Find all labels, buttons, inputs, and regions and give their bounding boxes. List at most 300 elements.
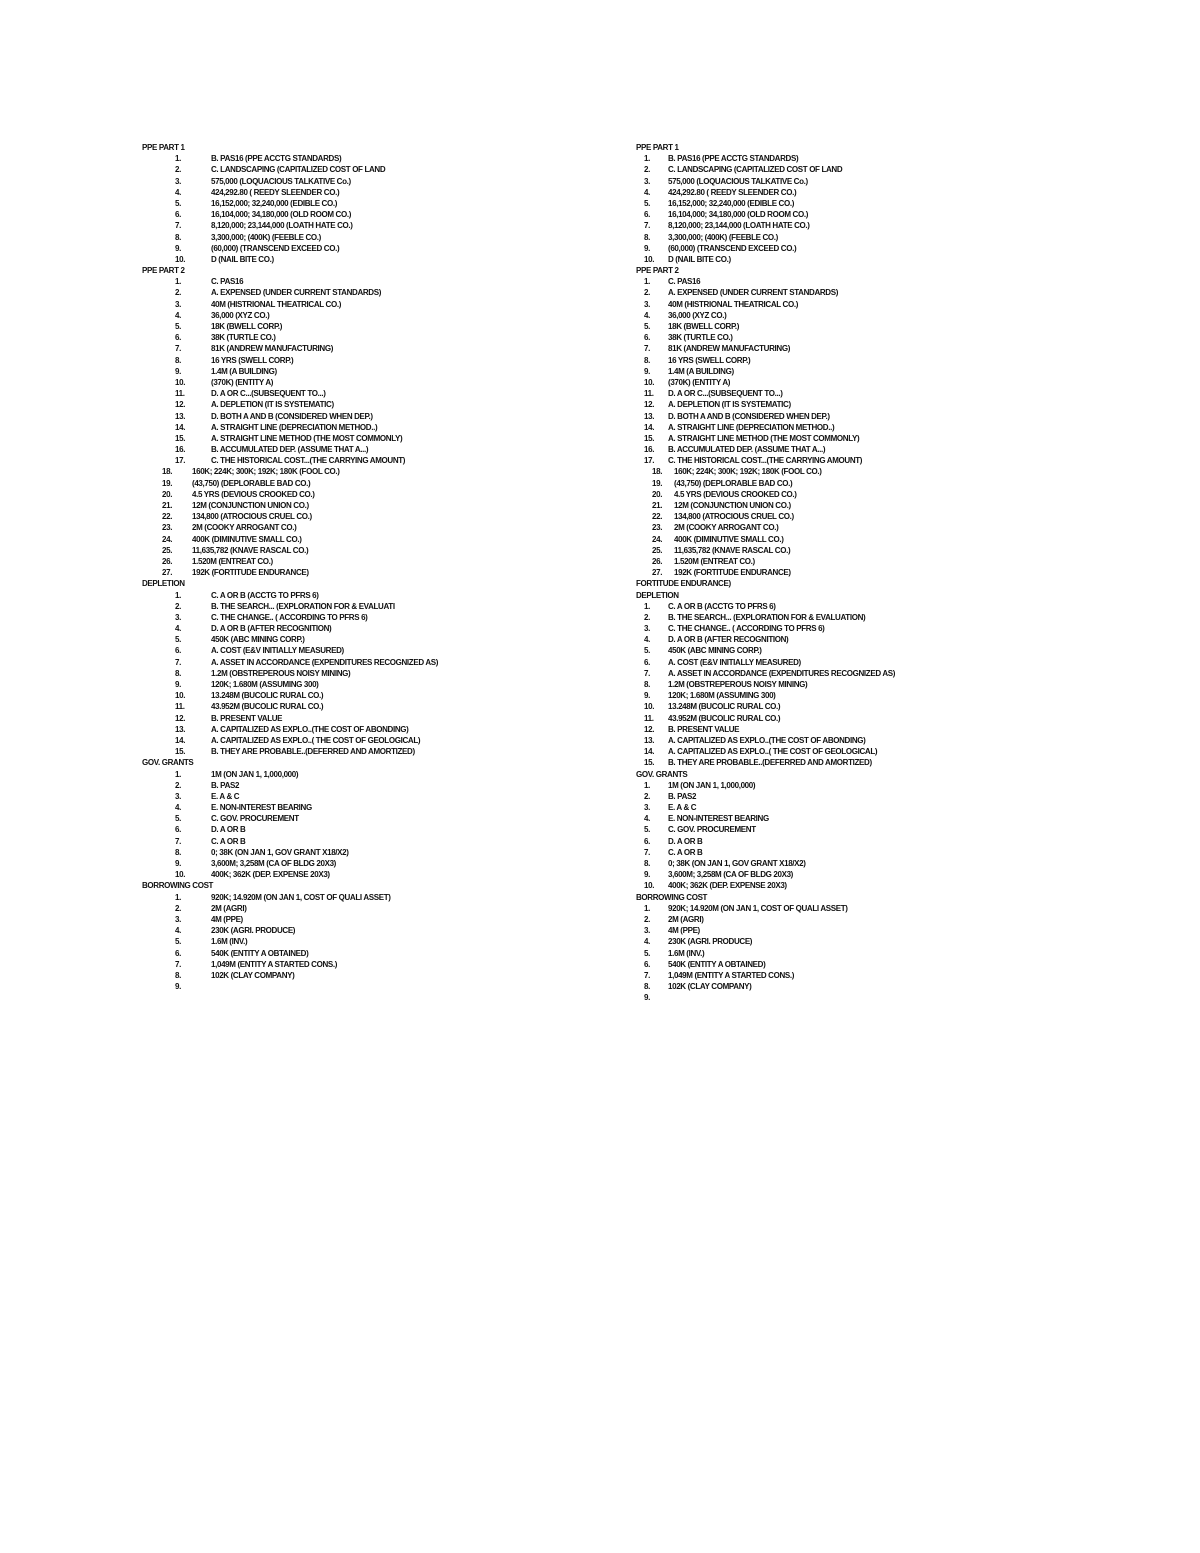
item-number: 10. (644, 377, 655, 387)
item-number: 16. (175, 445, 186, 455)
item-answer-text: 192K (FORTITUDE ENDURANCE) (674, 568, 791, 578)
answer-item-ppe-part-2-24 (636, 534, 1076, 545)
item-answer-text: 1M (ON JAN 1, 1,000,000) (668, 780, 756, 790)
item-number: 5. (175, 937, 181, 947)
item-answer-text: 1.520M (ENTREAT CO.) (674, 556, 755, 566)
answer-item-ppe-part-1-10 (636, 254, 1076, 265)
item-answer-text: C. A OR B (ACCTG TO PFRS 6) (211, 590, 319, 600)
answer-item-ppe-part-2-18 (142, 466, 582, 477)
answer-item-ppe-part-2-4 (636, 310, 1076, 321)
item-number: 1. (175, 154, 181, 164)
answer-item-ppe-part-2-7 (142, 343, 582, 354)
item-number: 6. (644, 836, 650, 846)
item-number: 25. (652, 545, 663, 555)
item-number: 6. (644, 657, 650, 667)
item-answer-text: B. ACCUMULATED DEP. (ASSUME THAT A...) (211, 445, 369, 455)
answer-item-ppe-part-2-25 (142, 545, 582, 556)
item-number: 7. (175, 344, 181, 354)
item-number: 18. (162, 467, 173, 477)
answer-item-ppe-part-2-12 (636, 399, 1076, 410)
answer-item-gov-grants-6 (636, 836, 1076, 847)
item-answer-text: 13.248M (BUCOLIC RURAL CO.) (211, 691, 324, 701)
item-answer-text: 0; 38K (ON JAN 1, GOV GRANT X18/X2) (668, 859, 806, 868)
item-number: 7. (644, 221, 650, 231)
item-answer-text: D. A OR B (668, 836, 703, 846)
item-answer-text: 920K; 14.920M (ON JAN 1, COST OF QUALI ASSET) (211, 892, 391, 902)
item-number: 14. (175, 735, 186, 745)
item-answer-text: 43.952M (BUCOLIC RURAL CO.) (211, 702, 324, 712)
answer-item-gov-grants-10 (636, 880, 1076, 891)
item-answer-text: 450K (ABC MINING CORP.) (668, 646, 762, 656)
item-answer-text: C. THE CHANGE.. ( ACCORDING TO PFRS 6) (668, 624, 825, 634)
item-answer-text: 230K (AGRI. PRODUCE) (668, 937, 753, 947)
item-answer-text: B. ACCUMULATED DEP. (ASSUME THAT A...) (668, 445, 826, 455)
answer-item-ppe-part-2-6 (142, 332, 582, 343)
item-answer-text: 8,120,000; 23,144,000 (LOATH HATE CO.) (668, 221, 810, 231)
item-number: 2. (175, 165, 181, 175)
item-answer-text: 38K (TURTLE CO.) (668, 333, 733, 343)
item-number: 8. (644, 982, 650, 992)
answer-list-right (636, 142, 1076, 1003)
item-answer-text: 1,049M (ENTITY A STARTED CONS.) (211, 959, 338, 969)
item-answer-text: B. THE SEARCH... (EXPLORATION FOR & EVALUATION) (668, 612, 866, 622)
section-heading-text: PPE PART 2 (142, 266, 185, 276)
item-number: 5. (175, 322, 181, 331)
item-number: 4. (644, 310, 650, 320)
item-answer-text: 102K (CLAY COMPANY) (211, 970, 295, 980)
item-number: 12. (175, 713, 186, 723)
item-number: 5. (175, 635, 181, 645)
answer-item-gov-grants-5 (636, 824, 1076, 835)
item-answer-text: 134,800 (ATROCIOUS CRUEL CO.) (674, 512, 794, 522)
item-answer-text: 2M (COOKY ARROGANT CO.) (674, 523, 779, 533)
answer-item-ppe-part-1-3 (636, 176, 1076, 187)
answer-item-ppe-part-1-8 (142, 232, 582, 243)
item-answer-text: 1.4M (A BUILDING) (211, 366, 277, 376)
answer-item-borrowing-cost-3 (636, 925, 1076, 936)
answer-item-ppe-part-2-3 (142, 299, 582, 310)
answer-item-borrowing-cost-9 (142, 981, 582, 992)
item-answer-text: 3,600M; 3,258M (CA OF BLDG 20X3) (211, 859, 336, 868)
item-number: 11. (175, 702, 185, 712)
answer-item-depletion-14 (142, 735, 582, 746)
answer-item-borrowing-cost-3 (142, 914, 582, 925)
item-answer-text: 4.5 YRS (DEVIOUS CROOKED CO.) (192, 489, 315, 499)
item-number: 10. (175, 691, 186, 701)
item-number: 14. (644, 422, 655, 432)
item-answer-text: A. EXPENSED (UNDER CURRENT STANDARDS) (211, 288, 382, 298)
item-number: 2. (175, 288, 181, 298)
answer-item-ppe-part-2-26 (142, 556, 582, 567)
item-number: 1. (644, 780, 650, 790)
item-answer-text: 424,292.80 ( REEDY SLEENDER CO.) (668, 187, 797, 197)
answer-item-depletion-7 (636, 668, 1076, 679)
item-number: 2. (644, 791, 650, 801)
answer-item-ppe-part-2-26 (636, 556, 1076, 567)
item-answer-text: B. THEY ARE PROBABLE..(DEFERRED AND AMORTIZED) (211, 747, 415, 757)
item-answer-text: A. ASSET IN ACCORDANCE (EXPENDITURES RECOGNIZED AS) (211, 657, 439, 667)
item-number: 23. (652, 523, 663, 533)
answer-item-ppe-part-1-6 (636, 209, 1076, 220)
item-number: 7. (175, 657, 181, 667)
item-number: 12. (175, 400, 186, 410)
answer-item-ppe-part-1-1 (636, 153, 1076, 164)
item-number: 3. (644, 803, 650, 813)
item-number: 3. (175, 612, 181, 622)
section-heading-depletion (142, 578, 582, 589)
item-number: 5. (175, 814, 181, 824)
item-number: 4. (644, 814, 650, 824)
item-answer-text: 3,300,000; (400K) (FEEBLE CO.) (211, 232, 321, 242)
item-number: 7. (175, 221, 181, 231)
item-answer-text: 1.6M (INV.) (211, 937, 248, 947)
item-answer-text: 230K (AGRI. PRODUCE) (211, 926, 296, 936)
item-number: 5. (644, 198, 650, 208)
item-answer-text: A. DEPLETION (IT IS SYSTEMATIC) (668, 400, 791, 410)
section-heading-text: GOV. GRANTS (636, 769, 688, 779)
item-answer-text: 160K; 224K; 300K; 192K; 180K (FOOL CO.) (192, 467, 340, 477)
item-number: 4. (644, 937, 650, 947)
answer-item-borrowing-cost-2 (142, 903, 582, 914)
section-heading-text: BORROWING COST (636, 892, 708, 902)
item-answer-text: 1.6M (INV.) (668, 948, 705, 958)
answer-item-ppe-part-2-23 (142, 522, 582, 533)
answer-item-gov-grants-4 (636, 813, 1076, 824)
item-number: 24. (652, 534, 663, 544)
item-number: 6. (175, 646, 181, 656)
item-answer-text: 4M (PPE) (211, 914, 243, 924)
answer-item-ppe-part-1-7 (636, 220, 1076, 231)
answer-item-ppe-part-1-2 (142, 164, 582, 175)
item-answer-text: 4M (PPE) (668, 926, 700, 936)
item-number: 2. (644, 288, 650, 298)
item-answer-text: 18K (BWELL CORP.) (211, 322, 283, 331)
answer-item-ppe-part-2-3 (636, 299, 1076, 310)
item-answer-text: A. STRAIGHT LINE (DEPRECIATION METHOD..) (668, 422, 835, 432)
answer-item-borrowing-cost-4 (142, 925, 582, 936)
item-answer-text: 43.952M (BUCOLIC RURAL CO.) (668, 713, 781, 723)
answer-item-ppe-part-2-6 (636, 332, 1076, 343)
answer-item-ppe-part-2-13 (142, 411, 582, 422)
item-answer-text: 160K; 224K; 300K; 192K; 180K (FOOL CO.) (674, 467, 822, 477)
section-heading-gov-grants (142, 757, 582, 768)
item-number: 1. (175, 769, 181, 779)
item-number: 5. (175, 198, 181, 208)
answer-item-ppe-part-1-3 (142, 176, 582, 187)
item-number: 10. (175, 870, 186, 880)
item-answer-text: 920K; 14.920M (ON JAN 1, COST OF QUALI ASSET) (668, 903, 848, 913)
item-number: 6. (644, 959, 650, 969)
answer-item-depletion-6 (636, 657, 1076, 668)
item-number: 21. (652, 501, 663, 510)
item-answer-text: A. CAPITALIZED AS EXPLO..(THE COST OF ABONDING) (668, 735, 866, 745)
answer-list-left (142, 142, 582, 992)
item-number: 3. (175, 299, 181, 309)
item-number: 7. (644, 668, 650, 678)
item-number: 10. (175, 254, 186, 264)
answer-item-gov-grants-8 (636, 858, 1076, 869)
item-number: 4. (175, 624, 181, 634)
item-answer-text: 1.4M (A BUILDING) (668, 366, 734, 376)
item-number: 18. (652, 467, 663, 477)
answer-item-depletion-6 (142, 645, 582, 656)
item-answer-text: 8,120,000; 23,144,000 (LOATH HATE CO.) (211, 221, 353, 231)
answer-item-ppe-part-1-4 (636, 187, 1076, 198)
item-answer-text: D (NAIL BITE CO.) (668, 254, 731, 264)
answer-item-depletion-3 (142, 612, 582, 623)
item-answer-text: 2M (AGRI) (211, 903, 247, 913)
answer-item-depletion-7 (142, 657, 582, 668)
answer-item-ppe-part-2-27 (142, 567, 582, 578)
item-answer-text: A. CAPITALIZED AS EXPLO..( THE COST OF GEOLOGICAL) (211, 735, 421, 745)
item-answer-text: 2M (AGRI) (668, 914, 704, 924)
section-heading-text: PPE PART 1 (636, 143, 679, 152)
answer-item-ppe-part-1-9 (142, 243, 582, 254)
answer-item-borrowing-cost-8 (142, 970, 582, 981)
item-answer-text: 11,635,782 (KNAVE RASCAL CO.) (674, 545, 791, 555)
item-number: 1. (644, 601, 650, 611)
answer-item-ppe-part-2-27 (636, 567, 1076, 578)
item-number: 9. (644, 993, 650, 1003)
item-number: 1. (644, 154, 650, 164)
item-answer-text: (43,750) (DEPLORABLE BAD CO.) (674, 478, 793, 488)
answer-item-gov-grants-3 (142, 791, 582, 802)
item-answer-text: A. EXPENSED (UNDER CURRENT STANDARDS) (668, 288, 839, 298)
item-answer-text: E. A & C (668, 803, 697, 813)
answer-item-ppe-part-2-2 (636, 287, 1076, 298)
answer-item-borrowing-cost-4 (636, 936, 1076, 947)
section-heading-ppe-part-1 (636, 142, 1076, 153)
answer-item-ppe-part-2-5 (636, 321, 1076, 332)
item-answer-text: 4.5 YRS (DEVIOUS CROOKED CO.) (674, 489, 797, 499)
answer-item-ppe-part-1-10 (142, 254, 582, 265)
item-answer-text: 16,152,000; 32,240,000 (EDIBLE CO.) (668, 198, 795, 208)
item-answer-text: C. THE HISTORICAL COST...(THE CARRYING AMOUNT) (668, 456, 863, 466)
answer-item-depletion-10 (636, 701, 1076, 712)
section-heading-ppe-part-2 (142, 265, 582, 276)
item-answer-text: 540K (ENTITY A OBTAINED) (211, 948, 309, 958)
answer-item-gov-grants-4 (142, 802, 582, 813)
answer-item-ppe-part-2-21 (142, 500, 582, 511)
item-answer-text: B. PAS16 (PPE ACCTG STANDARDS) (211, 154, 342, 164)
item-answer-text: 120K; 1.680M (ASSUMING 300) (211, 680, 319, 689)
item-answer-text: B. PRESENT VALUE (668, 724, 740, 734)
answer-item-ppe-part-2-17 (142, 455, 582, 466)
item-number: 8. (644, 859, 650, 868)
answer-item-ppe-part-2-25 (636, 545, 1076, 556)
item-number: 9. (175, 859, 181, 868)
item-answer-text: 575,000 (LOQUACIOUS TALKATIVE Co.) (668, 176, 808, 186)
answer-item-ppe-part-2-9 (636, 366, 1076, 377)
answer-item-borrowing-cost-2 (636, 914, 1076, 925)
answer-item-gov-grants-1 (142, 769, 582, 780)
item-number: 2. (175, 780, 181, 790)
answer-item-ppe-part-2-13 (636, 411, 1076, 422)
answer-item-borrowing-cost-9 (636, 992, 1076, 1003)
answer-item-depletion-2 (636, 612, 1076, 623)
answer-item-borrowing-cost-7 (636, 970, 1076, 981)
item-number: 26. (652, 556, 663, 566)
item-number: 8. (175, 970, 181, 980)
answer-item-gov-grants-1 (636, 780, 1076, 791)
item-number: 22. (652, 512, 663, 522)
item-answer-text: 424,292.80 ( REEDY SLEENDER CO.) (211, 187, 340, 197)
answer-item-borrowing-cost-6 (636, 959, 1076, 970)
item-number: 6. (175, 210, 181, 220)
answer-item-ppe-part-2-23 (636, 522, 1076, 533)
item-number: 21. (162, 501, 173, 510)
answer-item-depletion-11 (636, 713, 1076, 724)
item-number: 6. (175, 333, 181, 343)
item-number: 15. (175, 433, 186, 443)
item-number: 3. (175, 914, 181, 924)
answer-item-gov-grants-5 (142, 813, 582, 824)
answer-item-ppe-part-1-4 (142, 187, 582, 198)
item-number: 2. (175, 903, 181, 913)
item-answer-text: 120K; 1.680M (ASSUMING 300) (668, 691, 776, 701)
item-number: 9. (644, 366, 650, 376)
answer-item-ppe-part-2-22 (142, 511, 582, 522)
item-answer-text: 400K; 362K (DEP. EXPENSE 20X3) (211, 870, 330, 880)
item-answer-text: 16 YRS (SWELL CORP.) (668, 355, 751, 365)
item-answer-text: 1.520M (ENTREAT CO.) (192, 556, 273, 566)
answer-item-ppe-part-2-14 (142, 422, 582, 433)
answer-item-ppe-part-2-10 (636, 377, 1076, 388)
answer-item-depletion-5 (636, 645, 1076, 656)
item-number: 14. (644, 747, 655, 757)
answer-item-borrowing-cost-6 (142, 948, 582, 959)
section-heading-text: FORTITUDE ENDURANCE) (636, 579, 731, 589)
answer-item-ppe-part-1-2 (636, 164, 1076, 175)
item-number: 8. (644, 680, 650, 689)
item-number: 22. (162, 512, 173, 522)
answer-item-ppe-part-2-7 (636, 343, 1076, 354)
answer-item-ppe-part-2-9 (142, 366, 582, 377)
answer-item-borrowing-cost-1 (142, 892, 582, 903)
item-number: 3. (644, 926, 650, 936)
item-answer-text: 38K (TURTLE CO.) (211, 333, 276, 343)
item-number: 27. (652, 568, 663, 578)
answer-item-gov-grants-10 (142, 869, 582, 880)
answer-item-ppe-part-2-16 (142, 444, 582, 455)
item-number: 1. (175, 590, 181, 600)
item-number: 9. (175, 243, 181, 253)
item-number: 13. (175, 724, 186, 734)
item-number: 5. (644, 322, 650, 331)
answer-item-depletion-1 (142, 590, 582, 601)
item-number: 19. (652, 478, 663, 488)
item-answer-text: C. A OR B (ACCTG TO PFRS 6) (668, 601, 776, 611)
item-answer-text: 16,152,000; 32,240,000 (EDIBLE CO.) (211, 198, 338, 208)
answer-item-depletion-4 (142, 623, 582, 634)
item-answer-text: 400K; 362K (DEP. EXPENSE 20X3) (668, 881, 787, 891)
answer-item-depletion-9 (142, 679, 582, 690)
item-answer-text: 40M (HISTRIONAL THEATRICAL CO.) (668, 299, 799, 309)
item-answer-text: A. ASSET IN ACCORDANCE (EXPENDITURES RECOGNIZED AS) (668, 668, 896, 678)
answer-item-gov-grants-2 (636, 791, 1076, 802)
item-answer-text: (370K) (ENTITY A) (668, 377, 731, 387)
item-number: 10. (175, 377, 186, 387)
item-number: 10. (644, 254, 655, 264)
item-answer-text: 81K (ANDREW MANUFACTURING) (211, 344, 334, 354)
item-answer-text: C. PAS16 (211, 277, 244, 287)
item-number: 5. (644, 646, 650, 656)
item-answer-text: 575,000 (LOQUACIOUS TALKATIVE Co.) (211, 176, 351, 186)
item-answer-text: B. PAS16 (PPE ACCTG STANDARDS) (668, 154, 799, 164)
item-number: 13. (644, 735, 655, 745)
item-number: 7. (175, 959, 181, 969)
answer-item-gov-grants-3 (636, 802, 1076, 813)
item-number: 4. (644, 635, 650, 645)
item-number: 12. (644, 724, 655, 734)
answer-item-ppe-part-2-1 (142, 276, 582, 287)
item-number: 7. (644, 344, 650, 354)
item-answer-text: (370K) (ENTITY A) (211, 377, 274, 387)
item-answer-text: 2M (COOKY ARROGANT CO.) (192, 523, 297, 533)
item-answer-text: A. COST (E&V INITIALLY MEASURED) (668, 657, 801, 667)
section-heading-gov-grants (636, 769, 1076, 780)
answer-item-depletion-10 (142, 690, 582, 701)
answer-item-ppe-part-1-5 (636, 198, 1076, 209)
item-answer-text: D. BOTH A AND B (CONSIDERED WHEN DEP.) (668, 411, 830, 421)
item-answer-text: A. STRAIGHT LINE (DEPRECIATION METHOD..) (211, 422, 378, 432)
item-answer-text: 192K (FORTITUDE ENDURANCE) (192, 568, 309, 578)
item-number: 4. (175, 926, 181, 936)
item-answer-text: C. A OR B (668, 847, 703, 857)
answer-item-depletion-9 (636, 690, 1076, 701)
item-answer-text: 81K (ANDREW MANUFACTURING) (668, 344, 791, 354)
answer-item-depletion-8 (142, 668, 582, 679)
item-answer-text: D. A OR C...(SUBSEQUENT TO...) (668, 389, 783, 399)
item-answer-text: 36,000 (XYZ CO.) (668, 310, 727, 320)
answer-item-ppe-part-1-1 (142, 153, 582, 164)
answer-item-ppe-part-1-9 (636, 243, 1076, 254)
item-answer-text: C. GOV. PROCUREMENT (668, 825, 756, 835)
item-number: 11. (175, 389, 185, 399)
item-answer-text: 13.248M (BUCOLIC RURAL CO.) (668, 702, 781, 712)
item-number: 2. (644, 165, 650, 175)
item-number: 20. (162, 489, 173, 499)
item-number: 7. (644, 847, 650, 857)
item-answer-text: A. STRAIGHT LINE METHOD (THE MOST COMMONLY) (668, 433, 860, 443)
answer-item-gov-grants-2 (142, 780, 582, 791)
answer-item-gov-grants-6 (142, 824, 582, 835)
section-heading-text: PPE PART 2 (636, 266, 679, 276)
item-answer-text: 1M (ON JAN 1, 1,000,000) (211, 769, 299, 779)
item-number: 6. (175, 825, 181, 835)
answer-item-ppe-part-1-5 (142, 198, 582, 209)
answer-item-gov-grants-7 (636, 847, 1076, 858)
answer-item-ppe-part-2-8 (142, 355, 582, 366)
item-answer-text: B. PRESENT VALUE (211, 713, 283, 723)
item-number: 4. (644, 187, 650, 197)
item-number: 27. (162, 568, 173, 578)
answer-item-borrowing-cost-5 (142, 936, 582, 947)
item-number: 9. (644, 870, 650, 880)
answer-item-depletion-4 (636, 634, 1076, 645)
item-answer-text: 16 YRS (SWELL CORP.) (211, 355, 294, 365)
item-answer-text: 134,800 (ATROCIOUS CRUEL CO.) (192, 512, 312, 522)
item-answer-text: 3,300,000; (400K) (FEEBLE CO.) (668, 232, 778, 242)
answer-item-depletion-14 (636, 746, 1076, 757)
item-number: 9. (175, 680, 181, 689)
item-number: 8. (175, 355, 181, 365)
item-answer-text: 18K (BWELL CORP.) (668, 322, 740, 331)
item-answer-text: D. A OR B (AFTER RECOGNITION) (668, 635, 789, 645)
item-number: 6. (175, 948, 181, 958)
section-heading-text: BORROWING COST (142, 881, 214, 891)
answer-item-ppe-part-2-2 (142, 287, 582, 298)
